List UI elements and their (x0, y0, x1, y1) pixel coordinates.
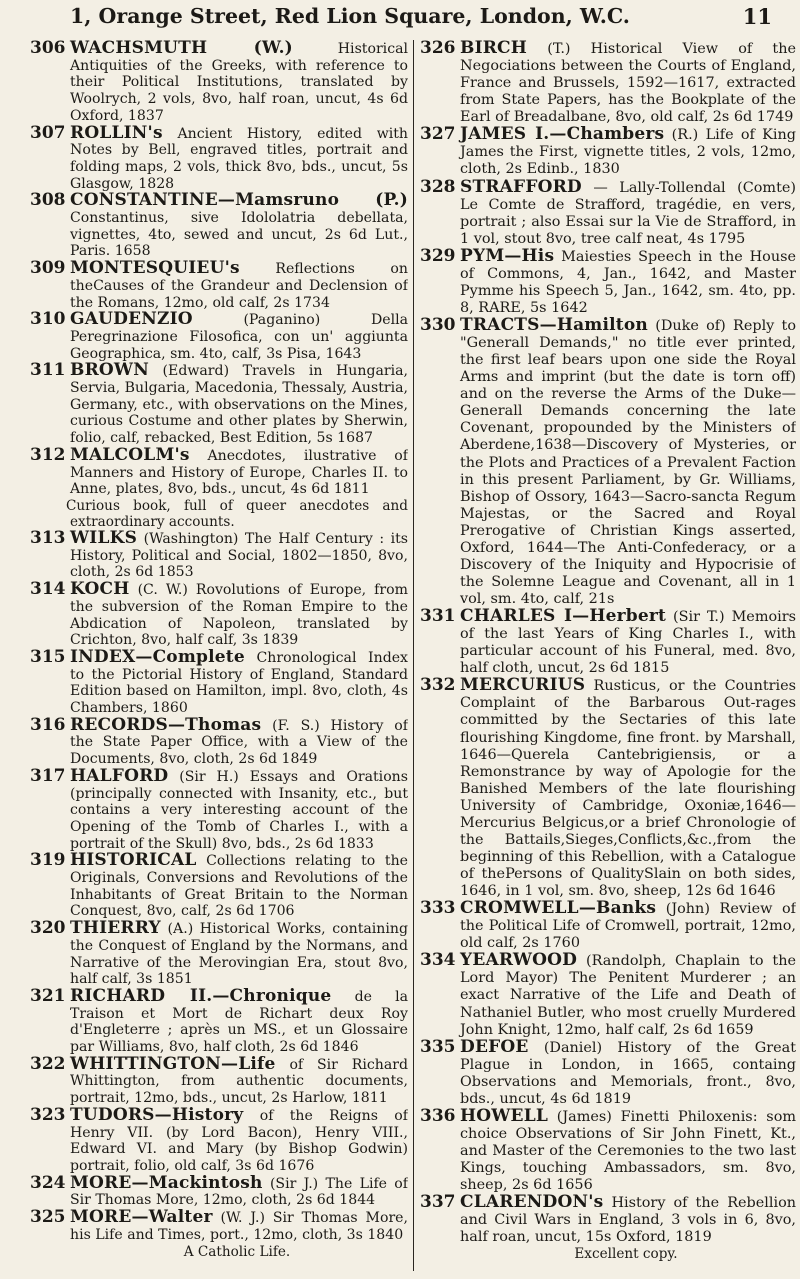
lot-number: 335 (420, 1036, 456, 1057)
lot-number: 322 (30, 1053, 66, 1074)
catalogue-entry (30, 444, 408, 530)
entry-description: (F. S.) History of the State Paper Office, with a View of the Documents, 8vo, cloth, 2s 6d 1849 (70, 717, 408, 768)
entry-heading: MERCURIUS (460, 675, 586, 696)
lot-number: 320 (30, 918, 66, 939)
catalogue-entry (30, 311, 408, 362)
entry-heading: INDEX—Complete (70, 646, 245, 667)
lot-number: 313 (30, 527, 66, 548)
lot-number: 337 (420, 1192, 456, 1213)
entry-heading: JAMES I.—Chambers (460, 124, 665, 145)
entry-description: Maiesties Speech in the House of Commons, 4, Jan., 1642, and Master Pymme his Speech 5, Jan., 1642, sm. 4to, pp. 8, RARE, 5s 1642 (460, 248, 796, 316)
entry-heading: CONSTANTINE—Mamsruno (P.) (70, 190, 408, 211)
entry-description: (T.) Historical View of the Negociations between the Courts of England, France and Brussels, 1592—1617, extracted from State Papers, has the Bookplate of the Earl of Breadalbane, 8vo, old calf, 2s 6d 1749 (460, 41, 796, 126)
entry-description: (John) Review of the Political Life of Cromwell, portrait, 12mo, old calf, 2s 1760 (460, 901, 796, 952)
entry-description: Chronological Index to the Pictorial History of England, Standard Edition based on Hamilton, impl. 8vo, cloth, 4s Chambers, 1860 (70, 649, 408, 717)
lot-number: 334 (420, 950, 456, 971)
entry-description: (A.) Historical Works, containing the Conquest of England by the Normans, and Narrative of the Merovingian Era, stout 8vo, half calf, 3s 1851 (70, 921, 408, 988)
entry-description: (Daniel) History of the Great Plague in London, in 1665, containg Observations and Memorials, front., 8vo, bds., uncut, 4s 6d 1819 (460, 1039, 796, 1107)
catalogue-entry (420, 317, 796, 608)
catalogue-entry (420, 900, 796, 952)
lot-number: 319 (30, 850, 66, 871)
entry-description: (Washington) The Half Century : its History, Political and Social, 1802—1850, 8vo, cloth, 2s 6d 1853 (70, 530, 408, 581)
lot-number: 308 (30, 190, 66, 211)
catalogue-entry (30, 646, 408, 717)
entry-heading: ROLLIN's (70, 122, 163, 143)
entry-heading: MONTESQUIEU's (70, 258, 240, 279)
entry-heading: WILKS (70, 527, 138, 548)
lot-number: 314 (30, 579, 66, 600)
catalogue-entry (420, 245, 796, 317)
entry-note: Curious book, full of queer anecdotes and extraordinary accounts. (66, 497, 408, 530)
entry-heading: TRACTS—Hamilton (460, 315, 648, 335)
entry-description: (James) Finetti Philoxenis: som choice Observations of Sir John Finett, Kt., and Master of the Ceremonies to the two last Kings, touching Ambassadors, sm. 8vo, sheep, 2s 6d 1656 (460, 1108, 796, 1194)
entry-description: (Sir H.) Essays and Orations (principally connected with Insanity, etc., but contains a very interesting account of the Opening of the Tomb of Charles I., with a portrait of the Skull) 8vo, bds., 2s 6d 1833 (70, 768, 408, 852)
lot-number: 331 (420, 606, 456, 627)
lot-number: 327 (420, 124, 456, 145)
catalogue-entry (420, 176, 796, 248)
entry-description: (Edward) Travels in Hungaria, Servia, Bulgaria, Macedonia, Thessaly, Austria, Germany, etc., with observations on the Mines, curious Costume and other plates by Sherwin, folio, calf, rebacked, Best Edition, 5s 1687 (70, 363, 408, 447)
lot-number: 328 (420, 176, 456, 197)
lot-number: 315 (30, 646, 66, 667)
entry-note: Excellent copy. (574, 1246, 678, 1263)
entry-description: (Sir J.) The Life of Sir Thomas More, 12mo, cloth, 2s 6d 1844 (70, 1175, 408, 1209)
entry-heading: RECORDS—Thomas (70, 714, 262, 735)
entry-heading: MORE—Walter (70, 1207, 213, 1228)
entry-description: de la Traison et Mort de Richart deux Roy d'Engleterre ; après un MS., et un Glossaire par Williams, 8vo, half cloth, 2s 6d 1846 (70, 988, 408, 1056)
entry-heading: MALCOLM's (70, 444, 190, 465)
entry-description: (W. J.) Sir Thomas More, his Life and Times, port., 12mo, cloth, 3s 1840 (70, 1210, 408, 1243)
catalogue-entry (30, 527, 408, 581)
lot-number: 329 (420, 245, 456, 266)
page-header (70, 4, 772, 34)
entry-heading: RICHARD II.—Chronique (70, 985, 332, 1006)
catalogue-entry (420, 40, 796, 126)
lot-number: 311 (30, 360, 66, 381)
entry-description: Reflections on theCauses of the Grandeur and Declension of the Romans, 12mo, old calf, 2s 1734 (70, 261, 408, 311)
catalogue-entry (420, 677, 796, 900)
catalogue-entry (30, 765, 408, 853)
catalogue-entry (30, 122, 408, 193)
entry-heading: CROMWELL—Banks (460, 898, 657, 919)
entry-description: — Lally-Tollendal (Comte) Le Comte de Strafford, tragédie, en vers, portrait ; also Essai sur la Vie de Strafford, in 1 vol, stout 8vo, tree calf neat, 4s 1795 (460, 179, 796, 247)
lot-number: 323 (30, 1104, 66, 1125)
entry-description: Rusticus, or the Countries Complaint of the Barbarous Out-rages committed by the Sectaries of this late flourishing Kingdome, fine front. by Marshall, 1646—Querela Cantebrigiensis, or a Remonstrance by way of Apologie for the Banished Members of the late flourishing University of Cambridge, Oxoniæ,1646—Mercurius Belgicus,or a brief Chronologie of the Battails,Sieges,Conflicts,&c.,from the beginning of this Rebellion, with a Catalogue of thePersons of QualitySlain on both sides, 1646, in 1 vol, sm. 8vo, sheep, 12s 6d 1646 (460, 678, 796, 900)
catalogue-entry (30, 40, 408, 125)
entry-description: Collections relating to the Originals, Conversions and Revolutions of the Inhabitants of Great Britain to the Norman Conquest, 8vo, calf, 2s 6d 1706 (70, 853, 408, 920)
lot-number: 326 (420, 40, 456, 58)
catalogue-entry (420, 1105, 796, 1194)
entry-description: Constantinus, sive Idololatria debellata, vignettes, 4to, sewed and uncut, 2s 6d Lut., Paris. 1658 (70, 210, 408, 260)
entry-heading: WACHSMUTH (W.) (70, 40, 293, 58)
lot-number: 306 (30, 40, 66, 58)
entry-heading: MORE—Mackintosh (70, 1172, 263, 1193)
entry-heading: CLARENDON's (460, 1192, 604, 1213)
lot-number: 332 (420, 675, 456, 696)
catalogue-entry (30, 192, 408, 260)
entry-heading: BROWN (70, 360, 149, 381)
entry-heading: CHARLES I—Herbert (460, 606, 667, 627)
entry-description: (C. W.) Rovolutions of Europe, from the subversion of the Roman Empire to the Abdication of Napoleon, translated by Crichton, 8vo, half calf, 3s 1839 (70, 582, 408, 649)
catalogue-entry (420, 608, 796, 677)
catalogue-entry (30, 714, 408, 768)
entry-heading: YEARWOOD (460, 950, 578, 971)
catalogue-entry (420, 126, 796, 178)
entry-description: Anecdotes, ilustrative of Manners and History of Europe, Charles II. to Anne, plates, 8vo, bds., uncut, 4s 6d 1811 (70, 447, 408, 498)
entry-note: A Catholic Life. (183, 1243, 291, 1260)
entry-description: (Randolph, Chaplain to the Lord Mayor) The Penitent Murderer ; an exact Narrative of the Life and Death of Nathaniel Butler, who most cruelly Murdered John Knight, 12mo, half calf, 2s 6d 1659 (460, 953, 796, 1038)
entry-heading: PYM—His (460, 245, 555, 266)
lot-number: 310 (30, 309, 66, 330)
entry-description: of the Reigns of Henry VII. (by Lord Bacon), Henry VIII., Edward VI. and Mary (by Bishop Godwin) portrait, folio, old calf, 3s 6d 1676 (70, 1107, 408, 1174)
catalogue-entry (30, 362, 408, 447)
catalogue-entry (420, 1194, 796, 1262)
catalogue-entry (30, 260, 408, 311)
left-column (30, 40, 408, 1271)
lot-number: 324 (30, 1172, 66, 1193)
entry-heading: KOCH (70, 579, 130, 600)
catalogue-entry (30, 852, 408, 920)
catalogue-entry (30, 985, 408, 1056)
catalogue-entry (30, 1104, 408, 1175)
entry-heading: HALFORD (70, 765, 169, 786)
catalogue-entry (420, 1036, 796, 1108)
lot-number: 312 (30, 444, 66, 465)
lot-number: 333 (420, 898, 456, 919)
catalogue-entry (420, 952, 796, 1038)
entry-description: (Sir T.) Memoirs of the last Years of King Charles I., with particular account of his Funeral, med. 8vo, half cloth, uncut, 2s 6d 1815 (460, 609, 796, 677)
right-column (413, 40, 796, 1271)
entry-heading: BIRCH (460, 40, 528, 58)
entry-heading: STRAFFORD (460, 176, 582, 197)
entry-description: of Sir Richard Whittington, from authentic documents, portrait, 12mo, bds., uncut, 2s Harlow, 1811 (70, 1056, 408, 1107)
entry-heading: GAUDENZIO (70, 309, 193, 330)
lot-number: 330 (420, 315, 456, 335)
catalogue-entry (30, 581, 408, 649)
catalogue-entry (30, 920, 408, 988)
entry-description: (Duke of) Reply to "Generall Demands," no title ever printed, the first leaf bears upon one side the Royal Arms and imprint (but the date is torn off) and on the reverse the Arms of the Duke—Generall Demands concerning the late Covenant, propounded by the Ministers of Aberdene,1638—Discovery of Mysteries, or the Plots and Practices of a Prevalent Faction in this present Parliament, by Gr. Williams, Bishop of Ossory, 1643—Sacro-sancta Regum Majestas, or the Sacred and Royal Prerogative of Christian Kings asserted, Oxford, 1644—The Anti-Confederacy, or a Discovery of the Iniquity and Hypocrisie of the Solemne League and Covenant, all in 1 vol, sm. 4to, calf, 21s (460, 318, 796, 607)
catalogue-entry (30, 1172, 408, 1209)
publisher-address: 1, Orange Street, Red Lion Square, London, W.C. (70, 4, 630, 28)
entry-description: History of the Rebellion and Civil Wars in England, 3 vols in 6, 8vo, half roan, uncut, 15s Oxford, 1819 (460, 1195, 796, 1246)
lot-number: 307 (30, 122, 66, 143)
lot-number: 325 (30, 1207, 66, 1228)
entry-description: Historical Antiquities of the Greeks, with reference to their Political Institutions, translated by Woolrych, 2 vols, 8vo, half roan, uncut, 4s 6d Oxford, 1837 (70, 41, 408, 124)
catalogue-entry (30, 1209, 408, 1259)
entry-heading: HOWELL (460, 1105, 549, 1126)
catalogue-entry (30, 1053, 408, 1107)
lot-number: 309 (30, 258, 66, 279)
lot-number: 321 (30, 985, 66, 1006)
entry-heading: THIERRY (70, 918, 161, 939)
lot-number: 317 (30, 765, 66, 786)
lot-number: 316 (30, 714, 66, 735)
lot-number: 336 (420, 1105, 456, 1126)
entry-heading: TUDORS—History (70, 1104, 244, 1125)
entry-description: Ancient History, edited with Notes by Bell, engraved titles, portrait and folding maps, 2 vols, thick 8vo, bds., uncut, 5s Glasgow, 1828 (70, 125, 408, 192)
entry-heading: DEFOE (460, 1036, 529, 1057)
entry-description: (R.) Life of King James the First, vignette titles, 2 vols, 12mo, cloth, 2s Edinb., 1830 (460, 127, 796, 178)
entry-heading: WHITTINGTON—Life (70, 1053, 276, 1074)
page-number: 11 (742, 4, 772, 29)
entry-heading: HISTORICAL (70, 850, 197, 871)
entry-description: (Paganino) Della Peregrinazione Filosofica, con un' aggiunta Geographica, sm. 4to, calf, 3s Pisa, 1643 (70, 312, 408, 362)
